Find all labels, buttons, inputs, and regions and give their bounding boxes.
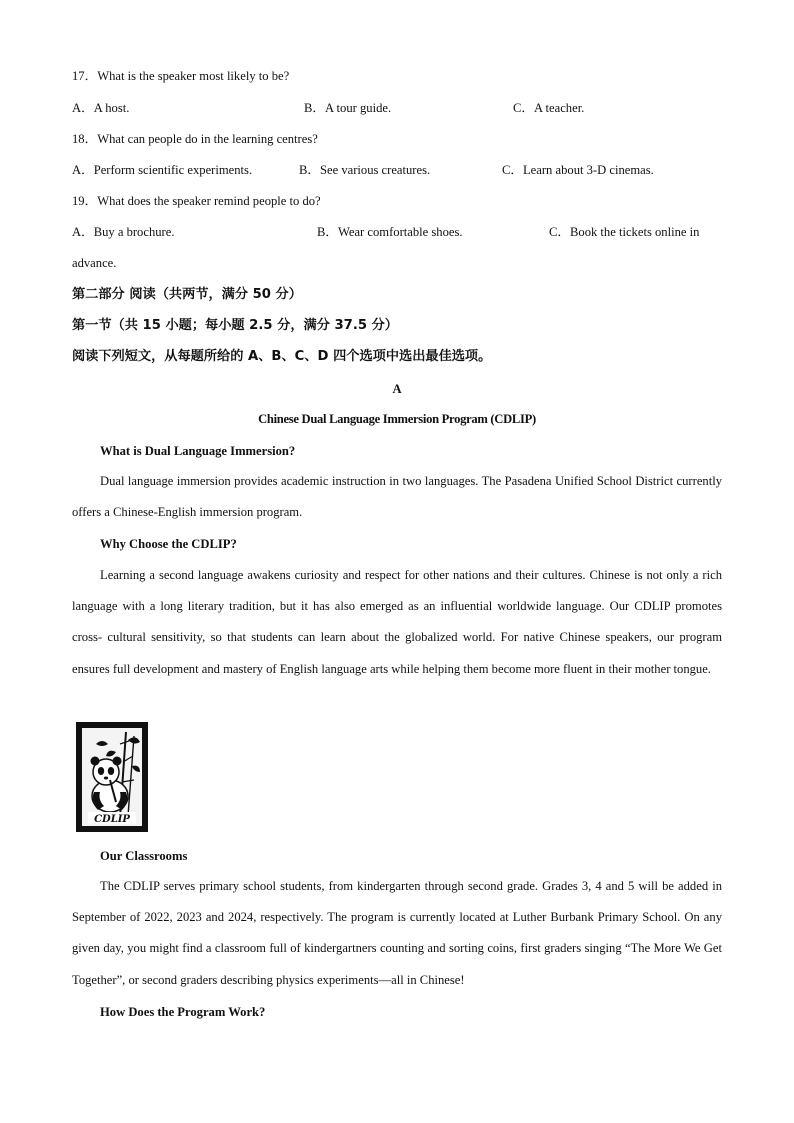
part-title: 第二部分 阅读（共两节，满分 50 分） bbox=[72, 287, 302, 302]
q17-option-b: B．A tour guide. bbox=[304, 101, 392, 115]
q19-option-c-continuation: advance. bbox=[72, 256, 117, 270]
question-18-stem: 18．What can people do in the learning centres? bbox=[72, 132, 318, 146]
heading-what-is-dli: What is Dual Language Immersion? bbox=[100, 444, 296, 458]
logo-text: CDLIP bbox=[94, 814, 130, 825]
q18-option-b: B．See various creatures. bbox=[299, 163, 431, 177]
cdlip-panda-logo bbox=[76, 722, 148, 832]
section-instruction: 阅读下列短文，从每题所给的 A、B、C、D 四个选项中选出最佳选项。 bbox=[72, 349, 492, 364]
heading-why-choose: Why Choose the CDLIP? bbox=[100, 537, 237, 551]
q19-option-c: C．Book the tickets online in bbox=[549, 225, 700, 239]
q19-option-b: B．Wear comfortable shoes. bbox=[317, 225, 463, 239]
heading-our-classrooms: Our Classrooms bbox=[100, 849, 188, 863]
section-subtitle: 第一节（共 15 小题；每小题 2.5 分，满分 37.5 分） bbox=[72, 318, 398, 333]
paragraph-what-is-dli: Dual language immersion provides academic instruction in two languages. The Pasadena Unified School District currently offers a Chinese-English immersion program. bbox=[72, 474, 722, 520]
q17-option-a: A．A host. bbox=[72, 101, 130, 115]
q18-option-a: A．Perform scientific experiments. bbox=[72, 163, 253, 177]
q17-option-c: C．A teacher. bbox=[513, 101, 585, 115]
heading-how-program-works: How Does the Program Work? bbox=[100, 1005, 266, 1019]
question-19-stem: 19．What does the speaker remind people to do? bbox=[72, 194, 321, 208]
passage-letter: A bbox=[392, 382, 402, 396]
paragraph-why-choose: Learning a second language awakens curiosity and respect for other nations and their cultures. Chinese is not only a rich language with a long literary tradition, but it has also emerged as an influential worldwide language. Our CDLIP promotes cross- cultural sensitivity, so that students can learn about the globalized world. For native Chinese speakers, our program ensures full development and mastery of English language arts while helping them become more fluent in their mother tongue. bbox=[72, 568, 722, 676]
paragraph-our-classrooms: The CDLIP serves primary school students, from kindergarten through second grade. Grades 3, 4 and 5 will be added in September of 2022, 2023 and 2024, respectively. The program is currently located at Luther Burbank Primary School. On any given day, you might find a classroom full of kindergartners counting and sorting coins, first graders singing “The More We Get Together”, or second graders describing physics experiments—all in Chinese! bbox=[72, 879, 722, 987]
passage-title: Chinese Dual Language Immersion Program (CDLIP) bbox=[258, 412, 536, 426]
q19-option-a: A．Buy a brochure. bbox=[72, 225, 175, 239]
question-17-stem: 17．What is the speaker most likely to be? bbox=[72, 69, 290, 83]
q18-option-c: C．Learn about 3-D cinemas. bbox=[502, 163, 654, 177]
